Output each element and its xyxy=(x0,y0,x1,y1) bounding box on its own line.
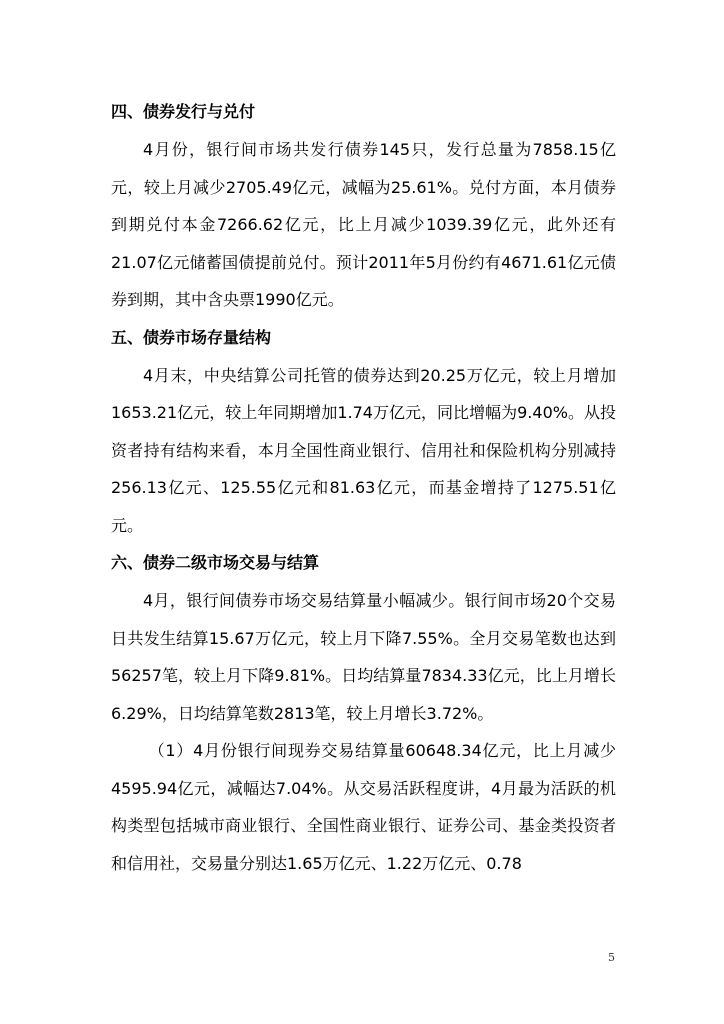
document-page xyxy=(111,93,616,882)
paragraph-spot-trading: （1）4月份银行间现券交易结算量60648.34亿元，比上月减少4595.94亿元，减幅达7.04%。从交易活跃程度讲，4月最为活跃的机构类型包括城市商业银行、全国性商业银行、证券公司、基金类投资者和信用社，交易量分别达1.65万亿元、1.22万亿元、0.78 xyxy=(111,741,616,873)
paragraph-secondary-market: 4月，银行间债券市场交易结算量小幅减少。银行间市场20个交易日共发生结算15.67万亿元，较上月下降7.55%。全月交易笔数也达到56257笔，较上月下降9.81%。日均结算量7834.33亿元，比上月增长6.29%，日均结算笔数2813笔，较上月增长3.72%。 xyxy=(111,591,616,723)
section-heading-secondary-market: 六、债券二级市场交易与结算 xyxy=(111,553,320,572)
page-number: 5 xyxy=(608,951,615,964)
paragraph-stock-structure: 4月末，中央结算公司托管的债券达到20.25万亿元，较上月增加1653.21亿元，较上年同期增加1.74万亿元，同比增幅为9.40%。从投资者持有结构来看，本月全国性商业银行、信用社和保险机构分别减持256.13亿元、125.55亿元和81.63亿元，而基金增持了1275.51亿元。 xyxy=(111,365,616,535)
section-heading-bond-issuance: 四、债券发行与兑付 xyxy=(111,102,256,121)
section-heading-stock-structure: 五、债券市场存量结构 xyxy=(111,327,272,347)
paragraph-bond-issuance: 4月份，银行间市场共发行债券145只，发行总量为7858.15亿元，较上月减少2705.49亿元，减幅为25.61%。兑付方面，本月债券到期兑付本金7266.62亿元，比上月减少1039.39亿元，此外还有21.07亿元储蓄国债提前兑付。预计2011年5月份约有4671.61亿元债券到期，其中含央票1990亿元。 xyxy=(111,140,616,309)
